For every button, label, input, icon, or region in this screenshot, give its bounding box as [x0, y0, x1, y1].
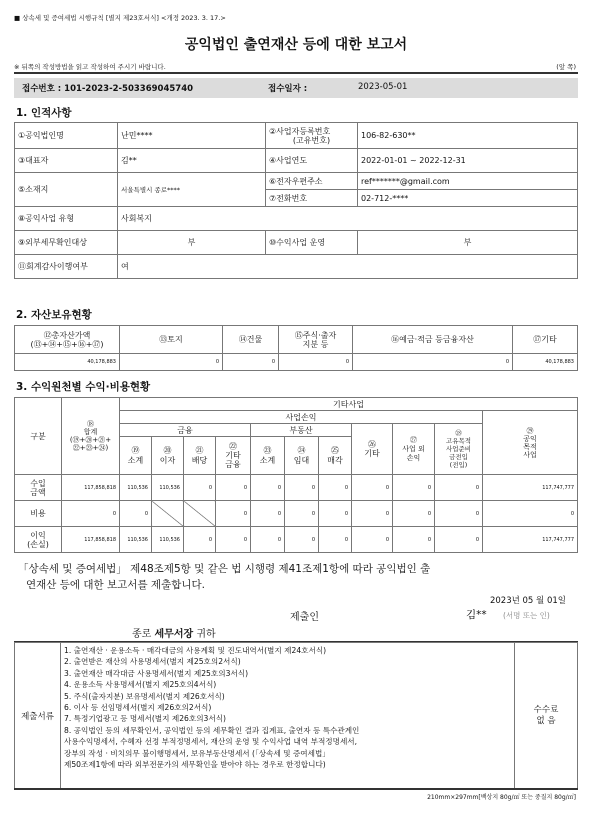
label-fiscal-year: ④사업연도 — [266, 149, 358, 173]
building-value: 0 — [223, 354, 279, 371]
note: ※ 뒤쪽의 작성방법을 읽고 작성하여 주시기 바랍니다. — [14, 63, 166, 71]
audit: 여 — [118, 255, 578, 279]
org-name: 난민**** — [118, 123, 266, 149]
receipt-date-label: 접수일자 : — [268, 84, 308, 94]
label-audit: ⑪회계감사이행여부 — [15, 255, 118, 279]
deposit-value: 0 — [353, 354, 513, 371]
head-c23: ㉓ 소계 — [251, 437, 285, 475]
submitter-label: 제출인 — [290, 612, 319, 623]
table-row: 비용 0 0 0 0 0 0 0 0 0 0 — [15, 501, 578, 527]
label-org-name: ①공익법인명 — [15, 123, 118, 149]
attachments-list — [64, 645, 511, 770]
label-external-check: ⑨외부세무확인대상 — [15, 231, 118, 255]
head-c24: ㉔ 임대 — [285, 437, 319, 475]
phone: 02-712-**** — [358, 190, 578, 207]
asset-table — [14, 325, 578, 371]
head-c26: ㉖ 기타 — [352, 424, 393, 475]
label-rep: ③대표자 — [15, 149, 118, 173]
head-deposits: ⑯예금·적금 등금융자산 — [353, 326, 513, 354]
page-side: (앞 쪽) — [556, 63, 576, 71]
total-assets: 40,178,883 — [15, 354, 120, 371]
head-c20: ⑳ 이자 — [152, 437, 184, 475]
head-land: ⑬토지 — [120, 326, 223, 354]
head-other-biz: 기타사업 — [120, 398, 578, 411]
land-value: 0 — [120, 354, 223, 371]
table-row: 이익 (손실) 117,858,818 110,536 110,536 0 0 0 0 0 0 0 0 117,747,777 — [15, 527, 578, 553]
label-revenue-biz: ⑩수익사업 운영 — [266, 231, 358, 255]
external-check: 부 — [118, 231, 266, 255]
list-item: 3. 출연재산 매각대금 사용명세서(별지 제25호의3서식) — [64, 668, 249, 678]
head-c25: ㉕ 매각 — [319, 437, 352, 475]
other-value: 40,178,883 — [513, 354, 578, 371]
head-sum: ⑱ 합계 (⑲+⑳+㉑+ ㉒+㉓+㉔) — [62, 398, 120, 475]
head-c22: ㉒ 기타 금융 — [216, 437, 251, 475]
head-c27: ㉗ 사업 외 손익 — [393, 424, 435, 475]
list-item: 7. 특정기업광고 등 명세서(별지 제26호의3서식) — [64, 714, 227, 724]
declaration-line-1: 「상속세 및 증여세법」 제48조제5항 및 같은 법 시행령 제41조제1항에 따라 공익법인 출 — [18, 563, 431, 575]
submitter-name: 김** — [466, 609, 487, 621]
label-biz-type: ⑧공익사업 유형 — [15, 207, 118, 231]
list-item: 4. 운용소득 사용명세서(별지 제25호의4서식) — [64, 680, 217, 690]
diagonal-cell — [152, 501, 184, 527]
label-biz-no: ②사업자등록번호 (고유번호) — [266, 123, 358, 149]
head-building: ⑭건물 — [223, 326, 279, 354]
head-biz-pl: 사업손익 — [120, 411, 483, 424]
label-address: ⑤소재지 — [15, 173, 118, 207]
biz-type: 사회복지 — [118, 207, 578, 231]
list-item: 8. 공익법인 등의 세무확인서, 공익법인 등의 세무확인 결과 집계표, 출연자 등 특수관계인 — [64, 725, 360, 735]
head-other: ⑰기타 — [513, 326, 578, 354]
head-gubun: 구분 — [15, 398, 62, 475]
submit-date: 2023년 05 월 01일 — [489, 596, 566, 606]
list-item: 장부의 작성 · 비치의무 불이행명세서, 보유부동산명세서 (「상속세 및 증여세법」 — [64, 748, 330, 758]
attachments-label: 제출서류 — [15, 643, 61, 789]
attachments-table — [14, 642, 578, 789]
income-table — [14, 397, 578, 553]
head-c28: ㉘ 고유목적 사업준비 금전입 (전입) — [435, 424, 483, 475]
declaration-line-2: 연재산 등에 대한 보고서를 제출합니다. — [26, 579, 205, 591]
head-stocks: ⑮주식·출자 지분 등 — [279, 326, 353, 354]
section-3-title: 3. 수익원천별 수익·비용현황 — [16, 381, 151, 393]
sign-placeholder: (서명 또는 인) — [503, 611, 550, 620]
fiscal-year: 2022-01-01 ~ 2022-12-31 — [358, 149, 578, 173]
revenue-biz: 부 — [358, 231, 578, 255]
rep-name: 김** — [118, 149, 266, 173]
personal-info-table — [14, 122, 578, 279]
page-title: 공익법인 출연재산 등에 대한 보고서 — [184, 37, 408, 53]
fee: 수수료 없 음 — [515, 643, 578, 789]
head-c21: ㉑ 배당 — [184, 437, 216, 475]
label-phone: ⑦전화번호 — [266, 190, 358, 207]
email: ref*******@gmail.com — [358, 173, 578, 190]
label-email: ⑥전자우편주소 — [266, 173, 358, 190]
head-c19: ⑲ 소계 — [120, 437, 152, 475]
table-row: 수입 금액 117,858,818 110,536 110,536 0 0 0 0 0 0 0 0 117,747,777 — [15, 475, 578, 501]
head-c29: ㉙ 공익 목적 사업 — [483, 411, 578, 475]
section-1-title: 1. 인적사항 — [16, 107, 72, 119]
receipt-date: 2023-05-01 — [358, 82, 408, 92]
address: 서울특별시 종로**** — [118, 173, 266, 207]
list-item: 6. 이사 등 선임명세서(별지 제26호의2서식) — [64, 703, 212, 713]
list-item: 사용수익명세서, 수혜자 선정 부적정명세서, 재산의 운영 및 수익사업 내역 부적정명세서, — [64, 737, 358, 747]
paper-size: 210mm×297mm[백상지 80g/㎡ 또는 중질지 80g/㎡] — [427, 794, 576, 801]
section-2-title: 2. 자산보유현황 — [16, 309, 92, 321]
recipient: 종로 세무서장 귀하 — [132, 629, 216, 640]
head-real-estate: 부동산 — [251, 424, 352, 437]
list-item: 5. 주식(출자지분) 보유명세서(별지 제26호서식) — [64, 691, 225, 701]
list-item: 1. 출연재산 · 운용소득 · 매각대금의 사용계획 및 진도내역서(별지 제24호서식) — [64, 646, 327, 655]
head-finance: 금융 — [120, 424, 251, 437]
list-item: 제50조제1항에 따라 외부전문가의 세무확인을 받아야 하는 경우로 한정합니다) — [64, 760, 326, 770]
diagonal-cell — [184, 501, 216, 527]
form-rule: ■ 상속세 및 증여세법 시행규칙 [별지 제23호서식] <개정 2023. 3. 17.> — [14, 14, 226, 22]
list-item: 2. 출연받은 재산의 사용명세서(별지 제25호의2서식) — [64, 657, 241, 667]
biz-no: 106-82-630** — [358, 123, 578, 149]
stock-value: 0 — [279, 354, 353, 371]
head-total-assets: ⑫총자산가액 (⑬+⑭+⑮+⑯+⑰) — [15, 326, 120, 354]
receipt-number: 접수번호 : 101-2023-2-503369045740 — [22, 84, 194, 94]
